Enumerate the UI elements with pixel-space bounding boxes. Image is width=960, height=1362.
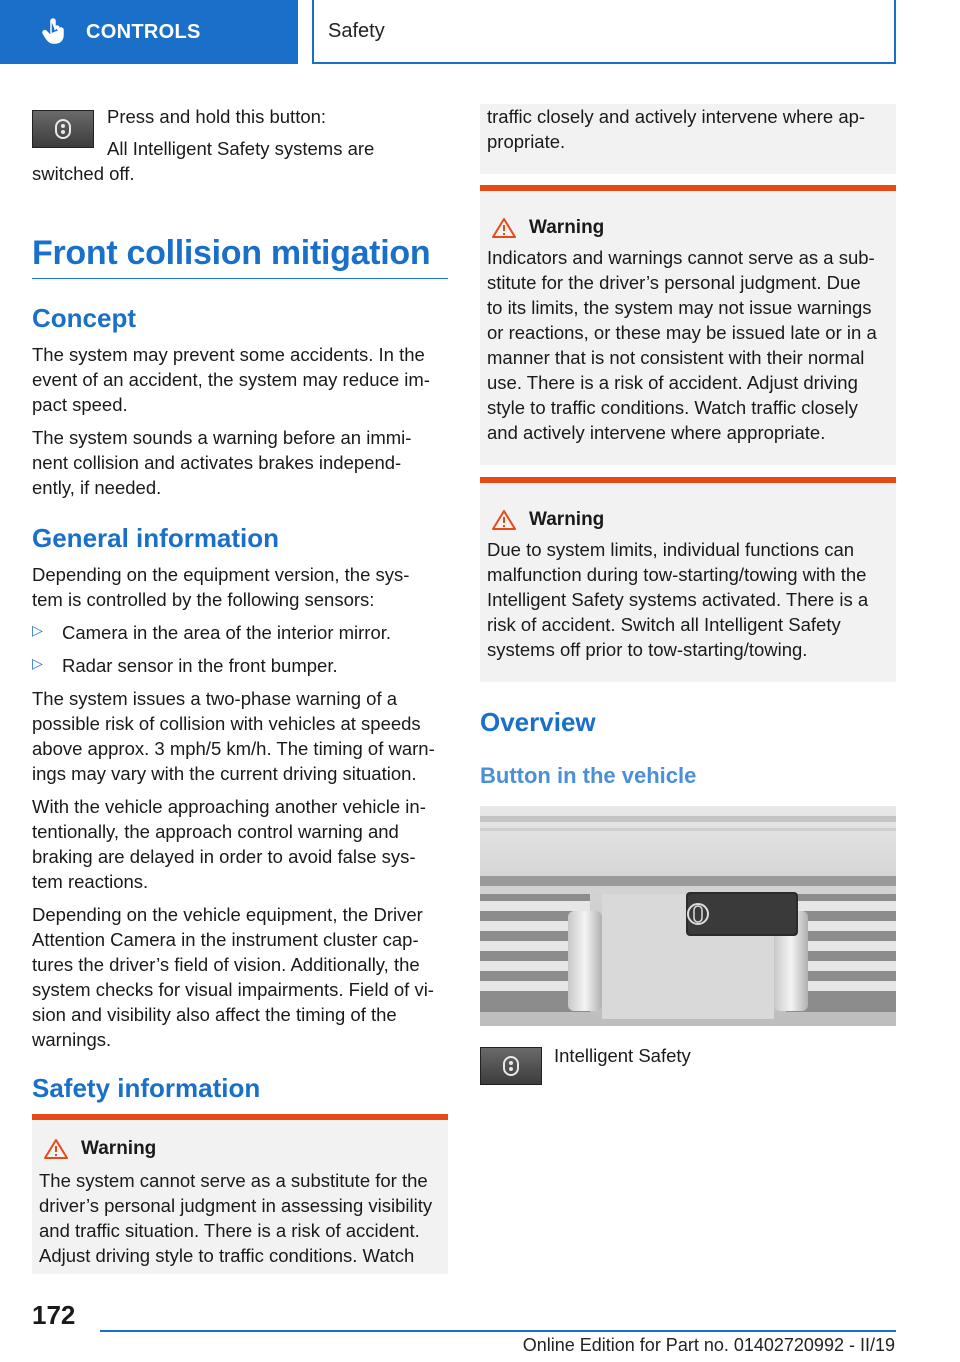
- text-line: Intelligent Safety systems activated. There is a: [487, 589, 869, 610]
- text-line: malfunction during tow-starting/towing with the: [487, 564, 867, 585]
- text-line: driver’s personal judgment in assessing visibility: [39, 1195, 433, 1216]
- text-line: With the vehicle approaching another vehicle in-: [32, 796, 426, 817]
- text-line: use. There is a risk of accident. Adjust driving: [487, 372, 858, 393]
- hand-pointer-icon: [40, 18, 68, 46]
- text-line: systems off prior to tow-starting/towing.: [487, 639, 808, 660]
- edition-note: Online Edition for Part no. 01402720992 - II/19: [522, 1335, 895, 1355]
- text-line: tentionally, the approach control warning and: [32, 821, 399, 842]
- text-line: ently, if needed.: [32, 477, 162, 498]
- chapter-title: [312, 0, 896, 64]
- list-item: [32, 653, 452, 678]
- warning-label: Warning: [529, 217, 605, 238]
- text-line: pact speed.: [32, 394, 128, 415]
- warning-box: [480, 477, 896, 682]
- warning-triangle-icon: [491, 509, 517, 531]
- text-line: system checks for visual impairments. Field of vi-: [32, 979, 434, 1000]
- text-line: nent collision and activates brakes independ-: [32, 452, 402, 473]
- page-title: Front collision mitigation: [32, 234, 431, 272]
- text-line: traffic closely and actively intervene where ap-: [487, 106, 866, 127]
- text-line: tem reactions.: [32, 871, 149, 892]
- bullet-triangle-icon: ▷: [32, 655, 43, 671]
- text-line: sion and visibility also affect the timing of the: [32, 1004, 397, 1025]
- overview-heading: Overview: [480, 707, 596, 737]
- text-line: The system sounds a warning before an immi-: [32, 427, 412, 448]
- page-number: 172: [32, 1300, 76, 1330]
- text-line: style to traffic conditions. Watch traffic closely: [487, 397, 858, 418]
- chapter-label: Safety: [328, 19, 385, 42]
- warning-triangle-icon: [43, 1138, 69, 1160]
- warning-box: [480, 185, 896, 465]
- list-item: [32, 620, 452, 645]
- text-line: propriate.: [487, 131, 566, 152]
- warning-triangle-icon: [491, 217, 517, 239]
- bullet-text: Camera in the area of the interior mirror.: [62, 622, 392, 643]
- footer-rule: [100, 1330, 896, 1332]
- button-intro-line: Press and hold this button:: [107, 106, 327, 127]
- warning-box: [32, 1114, 448, 1274]
- text-line: tures the driver’s field of vision. Additionally, the: [32, 954, 420, 975]
- vehicle-console-photo: [480, 806, 896, 1026]
- bullet-triangle-icon: ▷: [32, 622, 43, 638]
- text-line: Depending on the equipment version, the sys-: [32, 564, 410, 585]
- intelligent-safety-icon: [500, 1055, 522, 1077]
- text-line: risk of accident. Switch all Intelligent Safety: [487, 614, 841, 635]
- text-line: possible risk of collision with vehicles at speeds: [32, 713, 421, 734]
- text-line: The system issues a two-phase warning of a: [32, 688, 398, 709]
- intelligent-safety-button-image: [480, 1047, 542, 1085]
- concept-heading: Concept: [32, 303, 136, 333]
- text-line: The system may prevent some accidents. In the: [32, 344, 425, 365]
- button-intro-line: switched off.: [32, 163, 135, 184]
- warning-box-continued: [480, 104, 896, 174]
- warning-label: Warning: [81, 1138, 157, 1159]
- button-caption: Intelligent Safety: [554, 1045, 691, 1066]
- text-line: manner that is not consistent with their normal: [487, 347, 865, 368]
- button-intro-line: All Intelligent Safety systems are: [107, 138, 375, 159]
- text-line: stitute for the driver’s personal judgment. Due: [487, 272, 861, 293]
- text-line: Adjust driving style to traffic conditions. Watch: [39, 1245, 415, 1266]
- title-underline: [32, 278, 448, 279]
- text-line: Due to system limits, individual functions can: [487, 539, 855, 560]
- text-line: and actively intervene where appropriate.: [487, 422, 826, 443]
- section-tab-label: CONTROLS: [86, 20, 201, 43]
- general-info-heading: General information: [32, 523, 280, 553]
- text-line: to its limits, the system may not issue warnings: [487, 297, 872, 318]
- warning-label: Warning: [529, 509, 605, 530]
- intelligent-safety-button-image: [32, 110, 94, 148]
- section-tab[interactable]: [0, 0, 298, 64]
- text-line: event of an accident, the system may reduce im-: [32, 369, 430, 390]
- text-line: warnings.: [32, 1029, 112, 1050]
- text-line: and traffic situation. There is a risk of accident.: [39, 1220, 420, 1241]
- button-in-vehicle-heading: Button in the vehicle: [480, 763, 697, 788]
- text-line: braking are delayed in order to avoid false sys-: [32, 846, 416, 867]
- bullet-text: Radar sensor in the front bumper.: [62, 655, 338, 676]
- text-line: Attention Camera in the instrument cluster cap-: [32, 929, 419, 950]
- text-line: The system cannot serve as a substitute for the: [39, 1170, 428, 1191]
- text-line: Indicators and warnings cannot serve as a sub-: [487, 247, 875, 268]
- text-line: above approx. 3 mph/5 km/h. The timing of warn-: [32, 738, 435, 759]
- text-line: Depending on the vehicle equipment, the Driver: [32, 904, 423, 925]
- text-line: or reactions, or these may be issued late or in a: [487, 322, 877, 343]
- text-line: ings may vary with the current driving situation.: [32, 763, 417, 784]
- intelligent-safety-icon: [52, 118, 74, 140]
- safety-info-heading: Safety information: [32, 1073, 261, 1103]
- text-line: tem is controlled by the following sensors:: [32, 589, 375, 610]
